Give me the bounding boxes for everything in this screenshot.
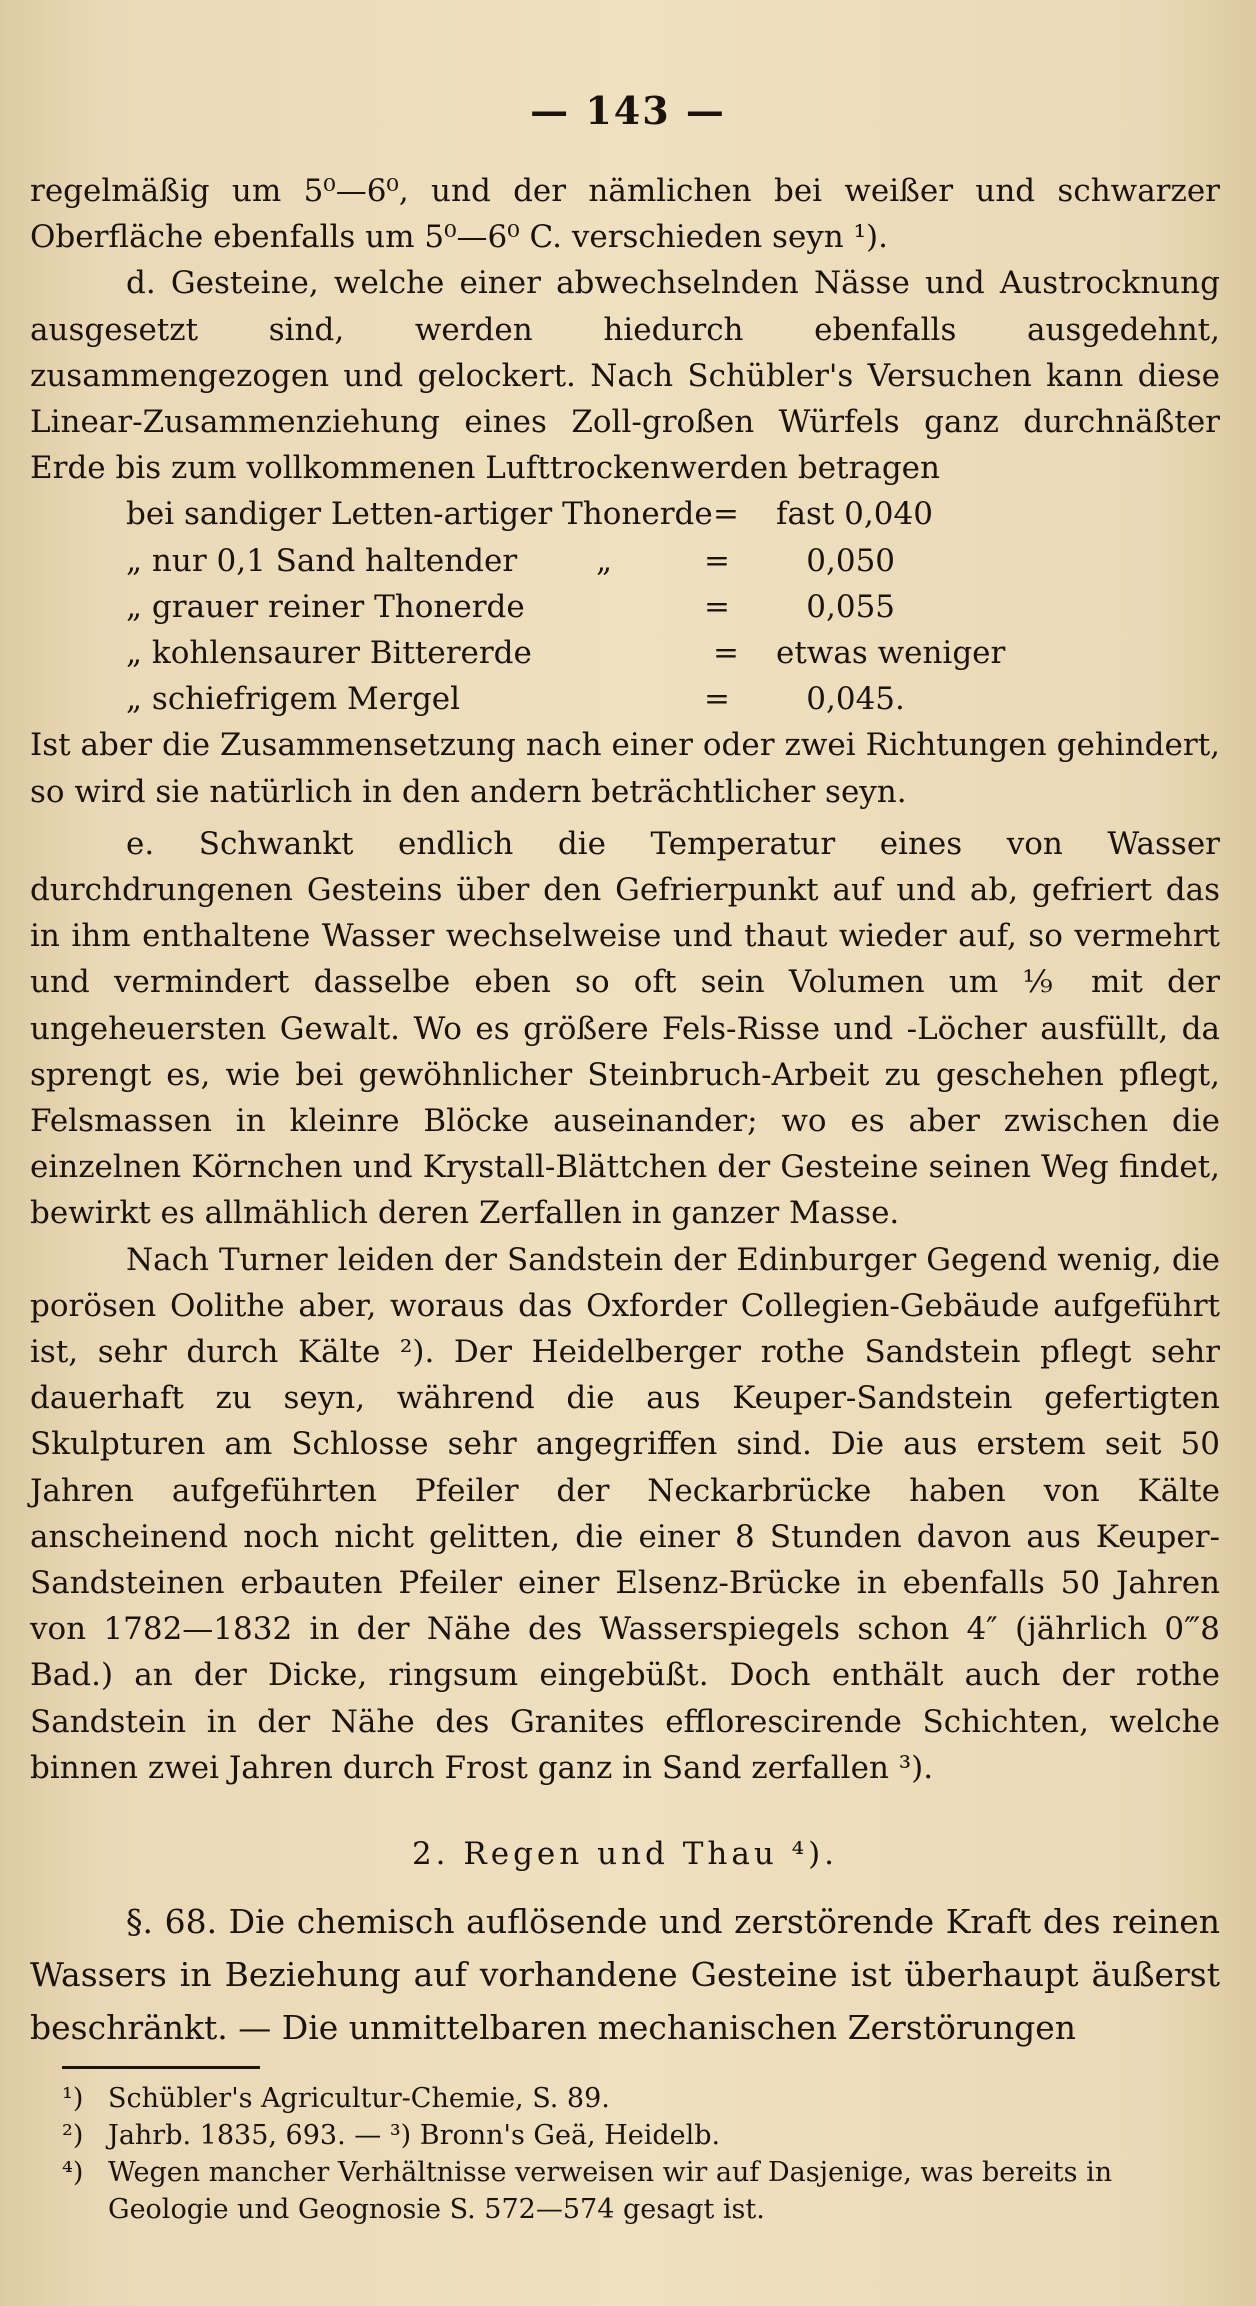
table-value: 0,045. [806,681,905,718]
paragraph-e: e. Schwankt endlich die Temperatur eines von Wasser durchdrungenen Gesteins über den Gefrierpunkt auf und ab, gefriert das in ihm enthaltene Wasser wechselweise und thaut wieder auf, so vermehrt und vermindert dasselbe eben so oft sein Volumen um ⅑ mit der ungeheuersten Gewalt. Wo es größere Fels-Risse und -Löcher ausfüllt, da sprengt es, wie bei gewöhnlicher Steinbruch-Arbeit zu geschehen pflegt, Felsmassen in kleinre Blöcke auseinander; wo es aber zwischen die einzelnen Körnchen und Krystall-Blättchen der Gesteine seinen Weg findet, bewirkt es allmählich deren Zerfallen in ganzer Masse. [30,825,1220,1232]
table-label: bei sandiger Letten-artiger Thonerde [126,496,713,533]
table-row [30,491,1220,537]
paragraph-after-table: Ist aber die Zusammensetzung nach einer oder zwei Richtungen gehindert, so wird sie natürlich in den andern beträchtlicher seyn. [30,727,1220,810]
page-number: — 143 — [530,88,726,133]
table-row [30,584,1220,630]
footnote-rule [62,2066,260,2069]
footnote-mark: ⁴) [62,2157,84,2188]
paragraph-intro: regelmäßig um 5⁰—6⁰, und der nämlichen bei weißer und schwarzer Oberfläche ebenfalls um 5⁰—6⁰ C. verschieden seyn ¹). [30,173,1220,256]
paragraph-d: d. Gesteine, welche einer abwechselnden Nässe und Austrocknung ausgesetzt sind, werden hiedurch ebenfalls ausgedehnt, zusammengezogen und gelockert. Nach Schübler's Versuchen kann diese Linear-Zusammenziehung eines Zoll-großen Würfels ganz durchnäßter Erde bis zum vollkommenen Lufttrockenwerden betragen [30,265,1220,487]
table-value: fast 0,040 [776,496,933,533]
table-equals: = [713,496,739,533]
footnote [62,2080,1202,2117]
table-row [30,538,1220,584]
table-equals: = [704,681,731,718]
footnote [62,2154,1202,2228]
table-value: 0,055 [806,588,896,625]
paragraph-turner: Nach Turner leiden der Sandstein der Edinburger Gegend wenig, die porösen Oolithe aber, woraus das Oxforder Collegien-Gebäude aufgeführt ist, sehr durch Kälte ²). Der Heidelberger rothe Sandstein pflegt sehr dauerhaft zu seyn, während die aus Keuper-Sandstein gefertigten Skulpturen am Schlosse sehr angegriffen sind. Die aus erstem seit 50 Jahren aufgeführten Pfeiler der Neckarbrücke haben von Kälte anscheinend noch nicht gelitten, die einer 8 Stunden davon aus Keuper-Sandsteinen erbauten Pfeiler einer Elsenz-Brücke in ebenfalls 50 Jahren von 1782—1832 in der Nähe des Wasserspiegels schon 4″ (jährlich 0‴8 Bad.) an der Dicke, ringsum eingebüßt. Doch enthält auch der rothe Sandstein in der Nähe des Granites efflorescirende Schichten, welche binnen zwei Jahren durch Frost ganz in Sand zerfallen ³). [30,1241,1220,1786]
table-value: etwas weniger [776,634,1006,671]
table-value: 0,050 [806,542,896,579]
table-equals: = [713,634,739,671]
footnotes [62,2080,1202,2228]
table-equals: = [704,588,731,625]
footnote-mark: ²) [62,2120,84,2151]
table-label: „ schiefrigem Mergel [126,681,461,718]
section-title: 2. Regen und Thau ⁴). [411,1836,839,1873]
table-row [30,676,1220,722]
footnote-text: Schübler's Agricultur-Chemie, S. 89. [108,2083,610,2114]
paragraph-68: §. 68. Die chemisch auflösende und zerstörende Kraft des reinen Wassers in Beziehung auf vorhandene Gesteine ist überhaupt äußerst beschränkt. — Die unmittelbaren mechanischen Zerstörungen [30,1902,1220,2048]
main-text [30,168,1220,2054]
footnote-text: Wegen mancher Verhältnisse verweisen wir auf Dasjenige, was bereits in Geologie und Geognosie S. 572—574 gesagt ist. [108,2157,1113,2225]
table-label: „ kohlensaurer Bittererde [126,634,532,671]
table-label: „ grauer reiner Thonerde [126,588,525,625]
footnote-text: Jahrb. 1835, 693. — ³) Bronn's Geä, Heidelb. [108,2120,721,2151]
table-label: „ nur 0,1 Sand haltender „ [126,542,613,579]
footnote-mark: ¹) [62,2083,84,2114]
table-equals: = [704,542,731,579]
footnote [62,2117,1202,2154]
table-row [30,630,1220,676]
shrinkage-table [30,491,1220,722]
